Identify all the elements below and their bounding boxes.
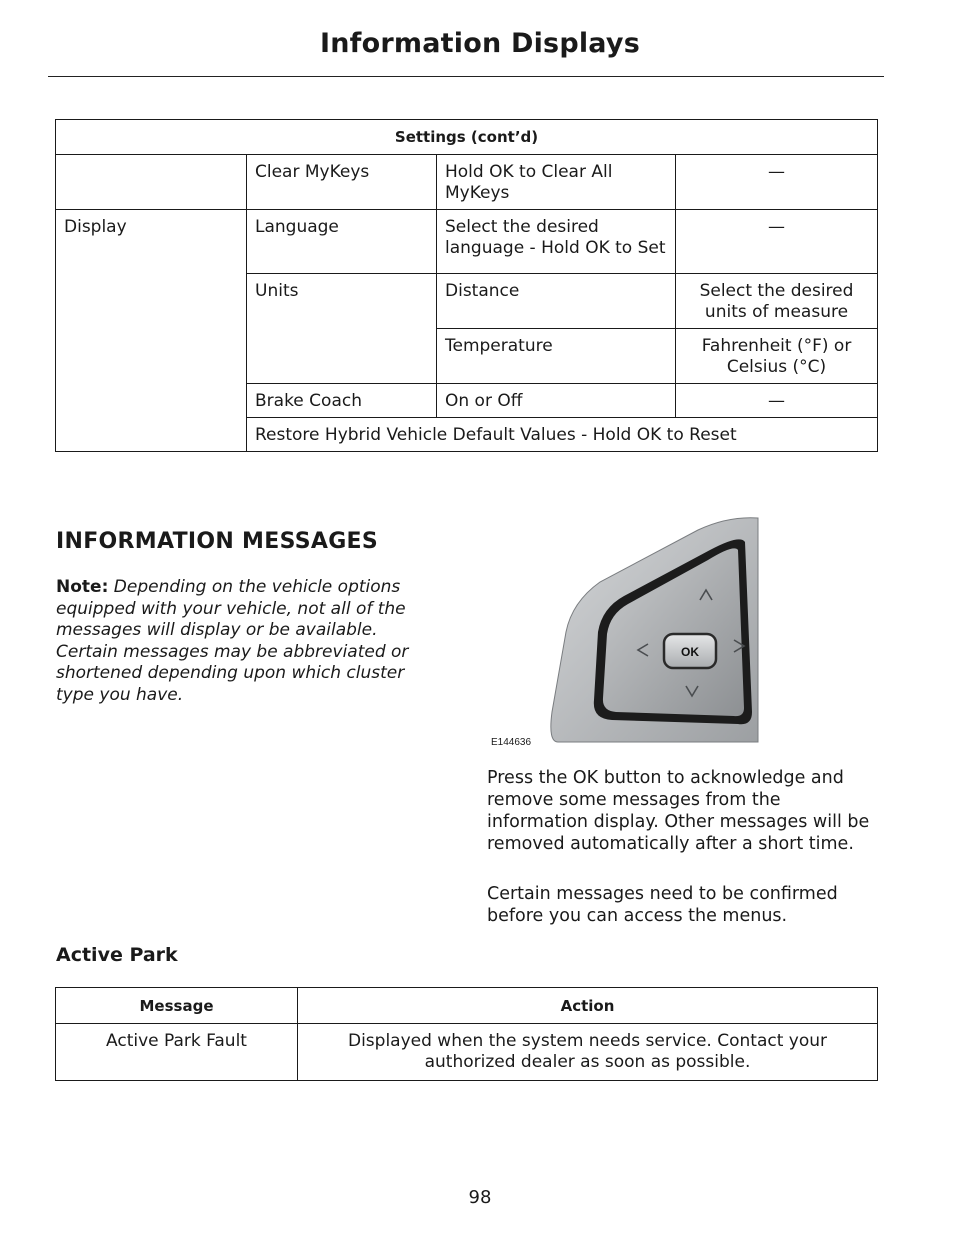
table-cell-wide: Restore Hybrid Vehicle Default Values - Hold OK to Reset bbox=[247, 418, 878, 452]
table-cell: Temperature bbox=[437, 329, 676, 384]
header-rule bbox=[48, 76, 884, 77]
column-header-action: Action bbox=[298, 988, 878, 1024]
empty-cell bbox=[56, 155, 247, 210]
subsection-heading: Active Park bbox=[56, 944, 178, 966]
section-heading: INFORMATION MESSAGES bbox=[56, 529, 379, 554]
table-cell: — bbox=[676, 210, 878, 274]
table-cell: Active Park Fault bbox=[56, 1024, 298, 1081]
page-header-title: Information Displays bbox=[320, 28, 640, 59]
settings-table bbox=[55, 119, 878, 452]
table-cell: Hold OK to Clear All MyKeys bbox=[437, 155, 676, 210]
active-park-table bbox=[55, 987, 878, 1081]
steering-wheel-ok-button-icon bbox=[488, 512, 878, 752]
table-row bbox=[56, 1024, 878, 1081]
table-cell: Select the desired language - Hold OK to Set bbox=[437, 210, 676, 274]
body-paragraph: Press the OK button to acknowledge and remove some messages from the information display. Other messages will be removed automatically after a short time. bbox=[487, 768, 870, 854]
steering-wheel-ok-button-figure bbox=[488, 512, 878, 752]
table-cell: — bbox=[676, 155, 878, 210]
table-cell: Language bbox=[247, 210, 437, 274]
note-label: Note: bbox=[56, 577, 109, 597]
column-header-message: Message bbox=[56, 988, 298, 1024]
note-text: Depending on the vehicle options equipped with your vehicle, not all of the messages will display or be available. Certain messages may be abbreviated or shortened depending upon which cluster type you have. bbox=[56, 577, 409, 705]
table-cell: Clear MyKeys bbox=[247, 155, 437, 210]
table-cell: Fahrenheit (°F) or Celsius (°C) bbox=[676, 329, 878, 384]
table-cell: Select the desired units of measure bbox=[676, 274, 878, 329]
page-number: 98 bbox=[468, 1187, 492, 1208]
table-cell: Distance bbox=[437, 274, 676, 329]
category-cell: Display bbox=[56, 210, 247, 452]
figure-id-label: E144636 bbox=[491, 737, 532, 748]
settings-table-caption: Settings (cont’d) bbox=[56, 120, 878, 155]
ok-button-label: OK bbox=[681, 645, 699, 659]
body-paragraph: Certain messages need to be confirmed before you can access the menus. bbox=[487, 884, 838, 926]
table-cell: Brake Coach bbox=[247, 384, 437, 418]
table-cell: Displayed when the system needs service. Contact your authorized dealer as soon as possible. bbox=[298, 1024, 878, 1081]
table-cell: Units bbox=[247, 274, 437, 384]
table-cell: On or Off bbox=[437, 384, 676, 418]
table-cell: — bbox=[676, 384, 878, 418]
note-paragraph bbox=[56, 577, 436, 706]
